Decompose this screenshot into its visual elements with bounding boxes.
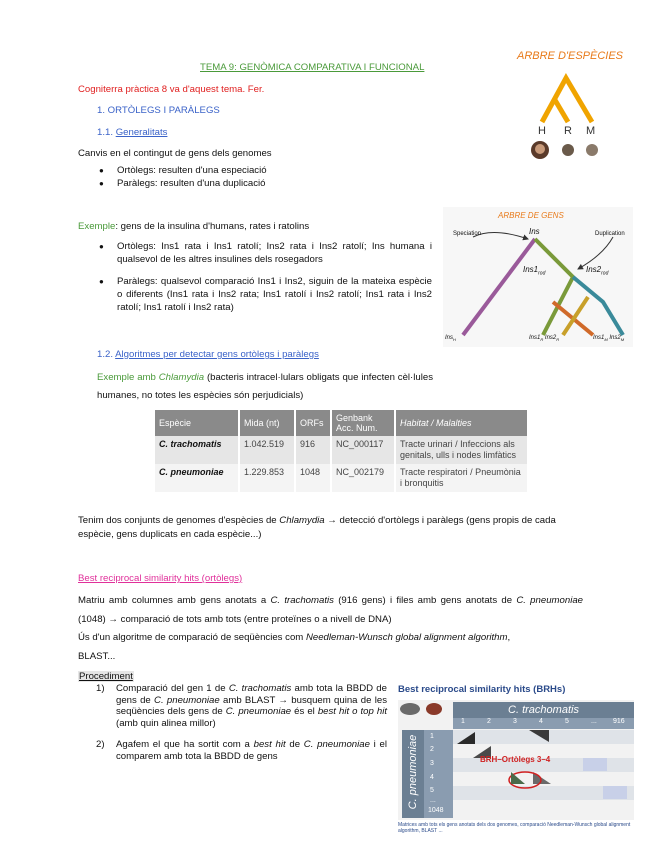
subsection-number: 1.2. — [97, 349, 114, 360]
table-cell: 1.042.519 — [239, 436, 295, 464]
table-cell: 916 — [295, 436, 331, 464]
list-item: ● Ortòlegs: resulten d'una especiació — [99, 164, 429, 177]
table-header: ORFs — [295, 410, 331, 436]
matrix-column-species: C. trachomatis — [453, 702, 634, 718]
gene-ins1-label: $Ins1_{rod}$ — [523, 265, 546, 277]
example-line2: infecten cèl·lules humanes, no totes les espècies són perjudicials) — [97, 372, 433, 401]
matrix-grid — [453, 730, 634, 818]
gene-tree-branch-ins1 — [535, 239, 573, 335]
mouse-icon — [586, 144, 598, 156]
matrix-row-species: C. pneumoniae — [407, 734, 419, 810]
hit-cell — [583, 758, 607, 771]
column-label: 2 — [487, 718, 491, 725]
brh-figure-caption: Matrices amb tots els gens anotats dels dos genomes, comparació Needleman-Wunsch global alignment algorithm, BLAST ... — [398, 822, 631, 834]
leaf-rat-label: $Ins1_R$ $Ins2_R$ — [529, 335, 560, 343]
row-label: 1048 — [428, 807, 444, 814]
column-label: 5 — [565, 718, 569, 725]
row-label: 1 — [430, 733, 434, 740]
gene-tree-figure — [443, 207, 633, 347]
duplication-label: Duplication — [595, 231, 625, 237]
brh-figure-title: Best reciprocal similarity hits (BRHs) — [398, 684, 566, 695]
table-row — [155, 436, 528, 464]
procediment-label: Procediment — [79, 671, 133, 682]
subsection-heading-2 — [97, 349, 319, 360]
example-species: Chlamydia — [158, 372, 205, 383]
table-header: Habitat / Malalties — [395, 410, 528, 436]
section-heading: 1. ORTÒLEGS I PARÀLEGS — [97, 105, 220, 116]
gene-tree-branch-human — [463, 239, 535, 335]
species-label-m: M — [586, 125, 596, 137]
list-item: 1) Comparació del gen 1 de C. trachomatis amb tota la BBDD de gens de C. pneumoniae amb BLAST → busquem quina de les seqüències dels gens de C. pneumoniae és el best hit o top hit (amb quin alinea millor) — [96, 683, 387, 729]
example-rest: (bacteris intracel·lulars obligats que — [206, 372, 359, 383]
table-cell: 1.229.853 — [239, 464, 295, 492]
species-table — [155, 410, 529, 492]
row-label: ... — [430, 797, 436, 804]
list-item: 2) Agafem el que ha sortit com a best hit de C. pneumoniae i el comparem amb tota la BBDD de gens — [96, 739, 387, 762]
example-text: : gens de la insulina d'humans, rates i ratolins — [115, 221, 310, 232]
column-label: ... — [591, 718, 597, 725]
chlamydia-example — [97, 369, 433, 405]
matrix-row-header — [424, 730, 453, 818]
table-cell: Tracte urinari / Infeccions als genitals, ulls i nodes limfàtics — [395, 436, 528, 464]
table-header: Mida (nt) — [239, 410, 295, 436]
brh-paragraph-3: BLAST... — [78, 651, 116, 662]
example-prefix: Exemple amb — [97, 372, 156, 383]
intro-text: Canvis en el contingut de gens dels genomes — [78, 148, 272, 159]
page-title: TEMA 9: GENÒMICA COMPARATIVA I FUNCIONAL — [200, 62, 425, 73]
table-cell: 1048 — [295, 464, 331, 492]
example-line — [78, 221, 309, 232]
gene-ins2-label: $Ins2_{rod}$ — [586, 265, 609, 277]
species-label-r: R — [564, 125, 572, 137]
column-label: 4 — [539, 718, 543, 725]
subsection-number: 1.1. — [97, 127, 114, 138]
table-cell: Tracte respiratori / Pneumònia i bronquitis — [395, 464, 528, 492]
hit-mark — [511, 772, 525, 784]
chlamydia-conclusion — [78, 514, 588, 542]
row-label: 3 — [430, 760, 434, 767]
column-label: 1 — [461, 718, 465, 725]
conclusion-species: Chlamydia — [279, 515, 325, 526]
list-item: ● Paràlegs: resulten d'una duplicació — [99, 177, 429, 190]
table-row — [155, 464, 528, 492]
list-item: ● Paràlegs: qualsevol comparació Ins1 i Ins2, siguin de la mateixa espècie o diferents (Ins1 rata i Ins2 rata; Ins1 ratolí i Ins2 ratolí; Ins1 rata i Ins2 ratolí; Ins1 ratolí i Ins2 rata) — [99, 275, 432, 314]
cogniterra-note: Cogniterra pràctica 8 va d'aquest tema. Fer. — [78, 84, 265, 95]
row-label: 5 — [430, 787, 434, 794]
brh-annotation: BRH–Ortòlegs 3–4 — [480, 755, 551, 764]
speciation-label: Speciation — [453, 231, 482, 237]
matrix-column-header — [453, 718, 634, 729]
leaf-human-label: Ins$_H$ — [445, 335, 456, 343]
conclusion-text: Tenim dos conjunts de genomes d'espècies de — [78, 515, 280, 526]
species-label-h: H — [538, 125, 546, 137]
species-tree-branch — [555, 100, 568, 122]
table-cell: C. trachomatis — [155, 436, 239, 464]
procedure-list — [78, 683, 387, 762]
brh-paragraph-1: Matriu amb columnes amb gens anotats a C. trachomatis (916 gens) i files amb gens anotats de C. pneumoniae (1048) → comparació de tots amb tots (entre proteïnes o a nivell de DNA) — [78, 595, 583, 625]
column-label: 916 — [613, 718, 625, 725]
leaf-mouse-label: $Ins1_M$ $Ins2_M$ — [593, 335, 625, 343]
brh-heading: Best reciprocal similarity hits (ortòlegs) — [78, 573, 243, 584]
rat-icon — [562, 144, 574, 156]
example-list — [99, 240, 432, 314]
row-label: 2 — [430, 746, 434, 753]
example-label: Exemple — [78, 221, 116, 232]
speciation-arrow — [473, 232, 528, 239]
subsection-heading — [97, 127, 167, 138]
brh-matrix-figure — [398, 700, 634, 820]
bacteria-icon — [426, 703, 442, 715]
table-cell: NC_002179 — [331, 464, 395, 492]
bacteria-icon — [400, 703, 420, 715]
subsection-title: Generalitats — [115, 127, 168, 138]
gene-tree-title: ARBRE DE GENS — [498, 211, 564, 220]
table-header: Genbank Acc. Num. — [331, 410, 395, 436]
table-cell: C. pneumoniae — [155, 464, 239, 492]
gene-ins-label: Ins — [529, 227, 540, 236]
table-header: Espècie — [155, 410, 239, 436]
definition-list — [99, 164, 429, 190]
table-cell: NC_000117 — [331, 436, 395, 464]
species-tree-figure — [528, 70, 608, 170]
hit-cell — [603, 786, 627, 799]
column-label: 3 — [513, 718, 517, 725]
subsection-title: Algoritmes per detectar gens ortòlegs i paràlegs — [115, 349, 319, 360]
list-item: ● Ortòlegs: Ins1 rata i Ins1 ratolí; Ins2 rata i Ins2 ratolí; Ins humana i qualsevol de les altres insulines dels rosegadors — [99, 240, 432, 266]
species-tree-title: ARBRE D'ESPÈCIES — [517, 50, 624, 62]
brh-paragraph-2: Ús d'un algoritme de comparació de seqüències com Needleman-Wunsch global alignment algorithm, — [78, 632, 511, 643]
conclusion-text: → detecció d'ortòlegs i paràlegs (gens propis de cada espècie, gens duplicats en cada espècie...) — [78, 515, 556, 540]
row-label: 4 — [430, 774, 434, 781]
